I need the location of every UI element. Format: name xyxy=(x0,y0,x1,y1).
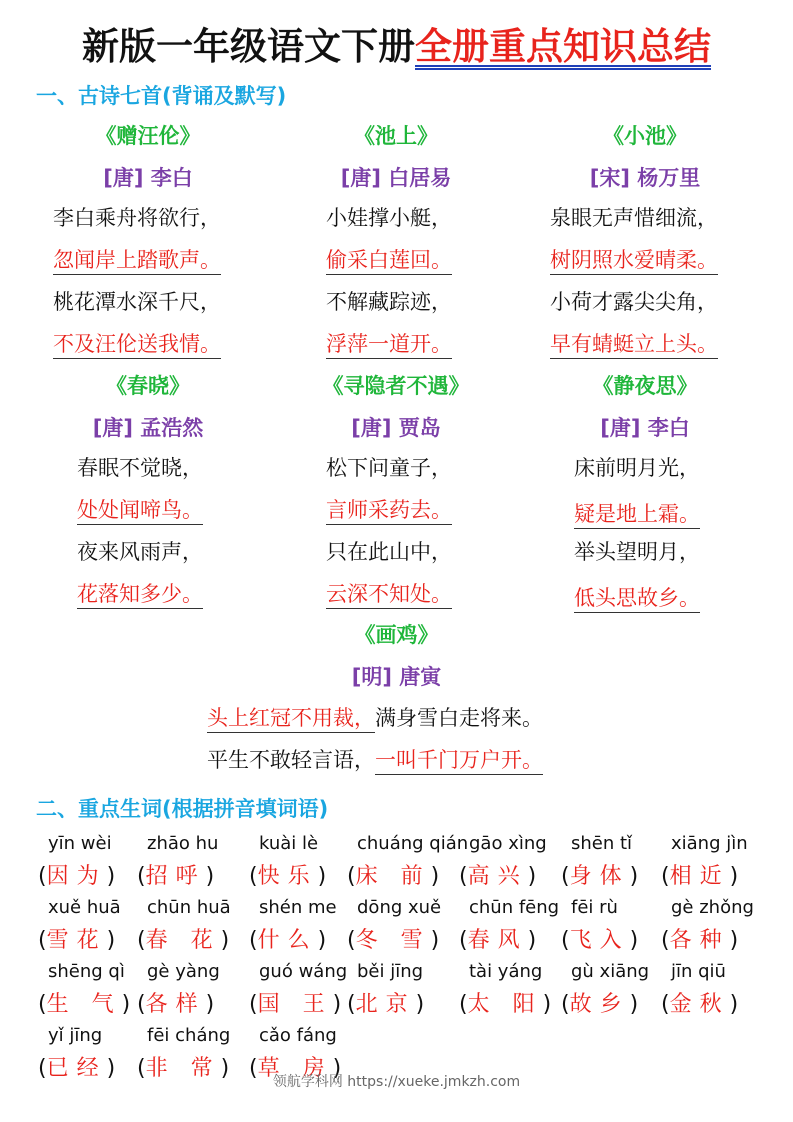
poem-author: [明] 唐寅 xyxy=(351,665,442,689)
word-text: 国 王 xyxy=(257,992,333,1017)
poem-line-given: 松下问童子， xyxy=(326,456,452,480)
poem-title: 《赠汪伦》 xyxy=(95,124,201,148)
word-pinyin: yǐ jīng xyxy=(48,1025,103,1046)
word-pinyin: xiāng jìn xyxy=(671,833,748,854)
word-text: 什么 xyxy=(257,928,318,953)
word-text: 春风 xyxy=(467,928,528,953)
word-pinyin: chūn huā xyxy=(147,897,231,918)
word-text: 身体 xyxy=(569,864,630,889)
section-heading-words: 二、重点生词(根据拼音填词语) xyxy=(36,797,329,821)
word-pinyin: jīn qiū xyxy=(671,961,726,982)
poem-line xyxy=(574,452,700,482)
poem-title: 《寻隐者不遇》 xyxy=(322,374,470,398)
poem-line-answer: 树阴照水爱晴柔。 xyxy=(550,248,718,275)
word-text: 春 花 xyxy=(145,928,221,953)
word-pinyin: gāo xìng xyxy=(469,833,547,854)
poem-line-answer: 疑是地上霜。 xyxy=(574,502,700,529)
word-pinyin: běi jīng xyxy=(357,961,424,982)
word-pinyin: dōng xuě xyxy=(357,897,442,918)
poem-line-answer: 花落知多少。 xyxy=(77,582,203,609)
poem-line-given: 桃花潭水深千尺， xyxy=(53,290,221,314)
word-answer: (各样) xyxy=(137,992,215,1017)
word-text: 生 气 xyxy=(46,992,122,1017)
word-answer: (生 气) xyxy=(38,992,131,1017)
word-answer: (雪花) xyxy=(38,928,116,953)
poem-line-answer: 不及汪伦送我情。 xyxy=(53,332,221,359)
word-text: 已经 xyxy=(46,1056,107,1081)
poem-line-given: 李白乘舟将欲行， xyxy=(53,206,221,230)
word-text: 快乐 xyxy=(257,864,318,889)
poem-line xyxy=(207,702,543,732)
poem-line xyxy=(550,328,718,358)
poem-line xyxy=(326,202,452,232)
poem-line xyxy=(53,286,221,316)
word-answer: (招呼) xyxy=(137,864,215,889)
word-answer: (什么) xyxy=(249,928,327,953)
word-pinyin: shén me xyxy=(259,897,337,918)
poem-author: [唐] 孟浩然 xyxy=(92,416,204,440)
poem-line xyxy=(550,202,718,232)
poem-line xyxy=(53,202,221,232)
poem-line-given: 举头望明月， xyxy=(574,540,700,564)
word-pinyin: xuě huā xyxy=(48,897,121,918)
poem-line xyxy=(326,328,452,358)
word-pinyin: guó wáng xyxy=(259,961,348,982)
word-answer: (床 前) xyxy=(347,864,440,889)
word-pinyin: zhāo hu xyxy=(147,833,219,854)
word-text: 太 阳 xyxy=(467,992,543,1017)
word-pinyin: gù xiāng xyxy=(571,961,650,982)
poem-line-answer: 一叫千门万户开。 xyxy=(375,748,543,775)
poem-line-given: 床前明月光， xyxy=(574,456,700,480)
word-answer: (相近) xyxy=(661,864,739,889)
word-answer: (故乡) xyxy=(561,992,639,1017)
section-heading-poems: 一、古诗七首(背诵及默写) xyxy=(36,84,287,108)
poem-line xyxy=(77,494,203,524)
word-pinyin: fēi cháng xyxy=(147,1025,231,1046)
word-answer: (冬 雪) xyxy=(347,928,440,953)
word-text: 北京 xyxy=(355,992,416,1017)
poem-author: [唐] 李白 xyxy=(600,416,690,440)
word-text: 非 常 xyxy=(145,1056,221,1081)
word-pinyin: yīn wèi xyxy=(48,833,112,854)
word-pinyin: gè zhǒng xyxy=(671,897,754,918)
poem-title: 《画鸡》 xyxy=(354,623,439,647)
word-text: 因为 xyxy=(46,864,107,889)
poem-line-given: 平生不敢轻言语， xyxy=(207,748,375,772)
word-text: 招呼 xyxy=(145,864,206,889)
poem-author: [唐] 白居易 xyxy=(340,166,452,190)
word-text: 各样 xyxy=(145,992,206,1017)
poem-title: 《池上》 xyxy=(354,124,438,148)
poem-line xyxy=(207,744,543,774)
poem-line xyxy=(574,498,700,528)
word-answer: (高兴) xyxy=(459,864,537,889)
poem-line xyxy=(53,244,221,274)
page-title xyxy=(0,16,793,70)
word-answer: (太 阳) xyxy=(459,992,552,1017)
word-pinyin: kuài lè xyxy=(259,833,319,854)
poem-line xyxy=(326,494,452,524)
poem-line-given: 满身雪白走将来。 xyxy=(375,706,543,730)
poem-title: 《静夜思》 xyxy=(592,374,698,398)
word-text: 床 前 xyxy=(355,864,431,889)
word-answer: (北京) xyxy=(347,992,425,1017)
word-text: 故乡 xyxy=(569,992,630,1017)
poem-line-given: 春眠不觉晓， xyxy=(77,456,203,480)
word-pinyin: tài yáng xyxy=(469,961,543,982)
poem-line-answer: 浮萍一道开。 xyxy=(326,332,452,359)
word-answer: (各种) xyxy=(661,928,739,953)
word-text: 相近 xyxy=(669,864,730,889)
word-text: 高兴 xyxy=(467,864,528,889)
poem-line-answer: 头上红冠不用裁， xyxy=(207,706,375,733)
word-text: 各种 xyxy=(669,928,730,953)
word-pinyin: chuáng qián xyxy=(357,833,469,854)
poem-line xyxy=(326,452,452,482)
poem-line-given: 泉眼无声惜细流， xyxy=(550,206,718,230)
poem-author: [唐] 李白 xyxy=(103,166,193,190)
poem-line-given: 夜来风雨声， xyxy=(77,540,203,564)
poem-line xyxy=(550,286,718,316)
poem-author: [宋] 杨万里 xyxy=(589,166,701,190)
poem-title: 《小池》 xyxy=(603,124,687,148)
poem-line xyxy=(53,328,221,358)
poem-line-given: 不解藏踪迹， xyxy=(326,290,452,314)
poem-line-answer: 偷采白莲回。 xyxy=(326,248,452,275)
poem-line-answer: 低头思故乡。 xyxy=(574,586,700,613)
word-pinyin: cǎo fáng xyxy=(259,1025,337,1046)
poem-line xyxy=(574,582,700,612)
poem-line xyxy=(326,244,452,274)
poem-line-given: 小娃撑小艇， xyxy=(326,206,452,230)
poem-line-answer: 言师采药去。 xyxy=(326,498,452,525)
word-answer: (草 房) xyxy=(249,1056,342,1081)
poem-line xyxy=(77,578,203,608)
poem-line xyxy=(574,536,700,566)
poem-line xyxy=(326,286,452,316)
word-text: 草 房 xyxy=(257,1056,333,1081)
poem-line-answer: 云深不知处。 xyxy=(326,582,452,609)
footer-watermark: 领航学科网 https://xueke.jmkzh.com xyxy=(272,1074,521,1090)
word-answer: (春 花) xyxy=(137,928,230,953)
word-answer: (飞入) xyxy=(561,928,639,953)
poem-line xyxy=(326,578,452,608)
poem-line-given: 只在此山中， xyxy=(326,540,452,564)
word-answer: (已经) xyxy=(38,1056,116,1081)
poem-line-given: 小荷才露尖尖角， xyxy=(550,290,718,314)
word-answer: (金秋) xyxy=(661,992,739,1017)
poem-author: [唐] 贾岛 xyxy=(351,416,441,440)
word-pinyin: shēng qì xyxy=(48,961,125,982)
poem-title: 《春晓》 xyxy=(106,374,190,398)
word-text: 飞入 xyxy=(569,928,630,953)
poem-line xyxy=(77,536,203,566)
word-answer: (因为) xyxy=(38,864,116,889)
title-part-1: 新版一年级语文下册 xyxy=(82,25,415,68)
word-pinyin: gè yàng xyxy=(147,961,220,982)
word-answer: (非 常) xyxy=(137,1056,230,1081)
poem-line-answer: 处处闻啼鸟。 xyxy=(77,498,203,525)
poem-line xyxy=(77,452,203,482)
word-pinyin: shēn tǐ xyxy=(571,833,633,854)
word-text: 金秋 xyxy=(669,992,730,1017)
title-part-2: 全册重点知识总结 xyxy=(415,25,711,68)
word-pinyin: chūn fēng xyxy=(469,897,560,918)
poem-line-answer: 忽闻岸上踏歌声。 xyxy=(53,248,221,275)
poem-line xyxy=(326,536,452,566)
word-text: 雪花 xyxy=(46,928,107,953)
word-pinyin: fēi rù xyxy=(571,897,618,918)
word-answer: (春风) xyxy=(459,928,537,953)
word-answer: (身体) xyxy=(561,864,639,889)
poem-line-answer: 早有蜻蜓立上头。 xyxy=(550,332,718,359)
word-text: 冬 雪 xyxy=(355,928,431,953)
word-answer: (快乐) xyxy=(249,864,327,889)
poem-line xyxy=(550,244,718,274)
word-answer: (国 王) xyxy=(249,992,342,1017)
